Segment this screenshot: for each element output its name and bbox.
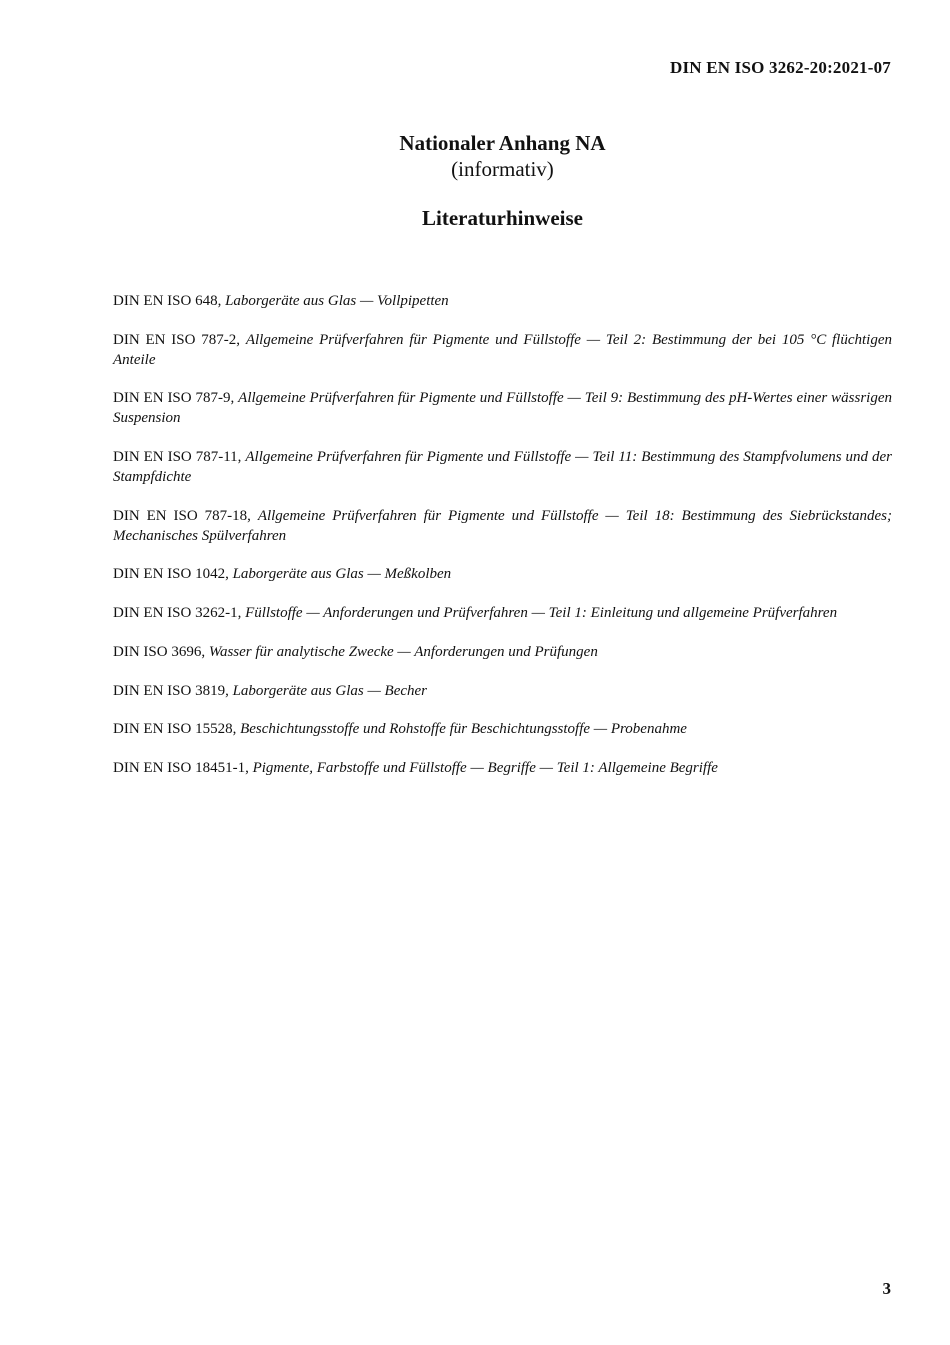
reference-item: DIN EN ISO 1042, Laborgeräte aus Glas — Meßkolben [113, 566, 452, 583]
reference-item: DIN EN ISO 3262-1, Füllstoffe — Anforderungen und Prüfverfahren — Teil 1: Einleitung und allgemeine Prüfverfahren [113, 605, 838, 622]
reference-title: Beschichtungsstoffe und Rohstoffe für Beschichtungsstoffe — Probenahme [240, 721, 687, 738]
reference-title: Allgemeine Prüfverfahren für Pigmente und Füllstoffe — Teil 9: Bestimmung des pH-Wertes einer wässrigen Suspension [113, 390, 892, 427]
reference-item: DIN EN ISO 787-18, Allgemeine Prüfverfahren für Pigmente und Füllstoffe — Teil 18: Bestimmung des Siebrückstandes; Mechanisches Spülverfahren [113, 507, 893, 544]
reference-item: DIN EN ISO 787-2, Allgemeine Prüfverfahren für Pigmente und Füllstoffe — Teil 2: Bestimmung der bei 105 °C flüchtigen Anteile [113, 331, 892, 368]
reference-item: DIN EN ISO 15528, Beschichtungsstoffe und Rohstoffe für Beschichtungsstoffe — Probenahme [113, 721, 687, 738]
reference-list [113, 291, 892, 797]
reference-title: Allgemeine Prüfverfahren für Pigmente und Füllstoffe — Teil 2: Bestimmung der bei 105 °C flüchtigen Anteile [113, 331, 892, 368]
reference-title: Pigmente, Farbstoffe und Füllstoffe — Begriffe — Teil 1: Allgemeine Begriffe [252, 759, 718, 776]
reference-code: DIN ISO 3696 [113, 643, 202, 660]
reference-code: DIN EN ISO 648 [113, 293, 218, 309]
reference-title: Laborgeräte aus Glas — Vollpipetten [225, 293, 449, 309]
reference-item: DIN ISO 3696, Wasser für analytische Zwecke — Anforderungen und Prüfungen [113, 643, 598, 660]
reference-title: Allgemeine Prüfverfahren für Pigmente und Füllstoffe — Teil 18: Bestimmung des Siebrückstandes; Mechanisches Spülverfahren [113, 507, 893, 544]
page-number: 3 [882, 1279, 891, 1298]
reference-title: Füllstoffe — Anforderungen und Prüfverfahren — Teil 1: Einleitung und allgemeine Prüfverfahren [245, 605, 838, 622]
reference-code: DIN EN ISO 3819 [113, 682, 226, 699]
annex-subtitle: (informativ) [451, 157, 554, 181]
reference-item: DIN EN ISO 3819, Laborgeräte aus Glas — Becher [113, 682, 428, 699]
reference-item: DIN EN ISO 787-9, Allgemeine Prüfverfahren für Pigmente und Füllstoffe — Teil 9: Bestimmung des pH-Wertes einer wässrigen Suspension [113, 390, 892, 427]
reference-title: Laborgeräte aus Glas — Meßkolben [232, 566, 452, 583]
reference-item: DIN EN ISO 648, Laborgeräte aus Glas — Vollpipetten [113, 293, 449, 309]
annex-heading [0, 130, 950, 182]
reference-title: Allgemeine Prüfverfahren für Pigmente und Füllstoffe — Teil 11: Bestimmung des Stampfvolumens und der Stampfdichte [113, 449, 892, 486]
reference-code: DIN EN ISO 787-9 [113, 390, 231, 407]
reference-code: DIN EN ISO 787-11 [113, 449, 238, 466]
annex-title: Nationaler Anhang NA [399, 131, 606, 155]
reference-code: DIN EN ISO 15528 [113, 721, 233, 738]
reference-title: Wasser für analytische Zwecke — Anforderungen und Prüfungen [208, 643, 598, 660]
reference-code: DIN EN ISO 3262-1 [113, 605, 238, 622]
reference-title: Laborgeräte aus Glas — Becher [232, 682, 428, 699]
reference-code: DIN EN ISO 787-18 [113, 507, 248, 524]
document-id: DIN EN ISO 3262-20:2021-07 [669, 58, 891, 77]
reference-code: DIN EN ISO 1042 [113, 566, 226, 583]
reference-code: DIN EN ISO 18451-1 [113, 759, 246, 776]
reference-item: DIN EN ISO 18451-1, Pigmente, Farbstoffe und Füllstoffe — Begriffe — Teil 1: Allgemeine Begriffe [113, 759, 718, 776]
reference-item: DIN EN ISO 787-11, Allgemeine Prüfverfahren für Pigmente und Füllstoffe — Teil 11: Bestimmung des Stampfvolumens und der Stampfdichte [113, 449, 892, 486]
reference-code: DIN EN ISO 787-2 [113, 331, 237, 348]
section-title: Literaturhinweise [422, 206, 583, 230]
